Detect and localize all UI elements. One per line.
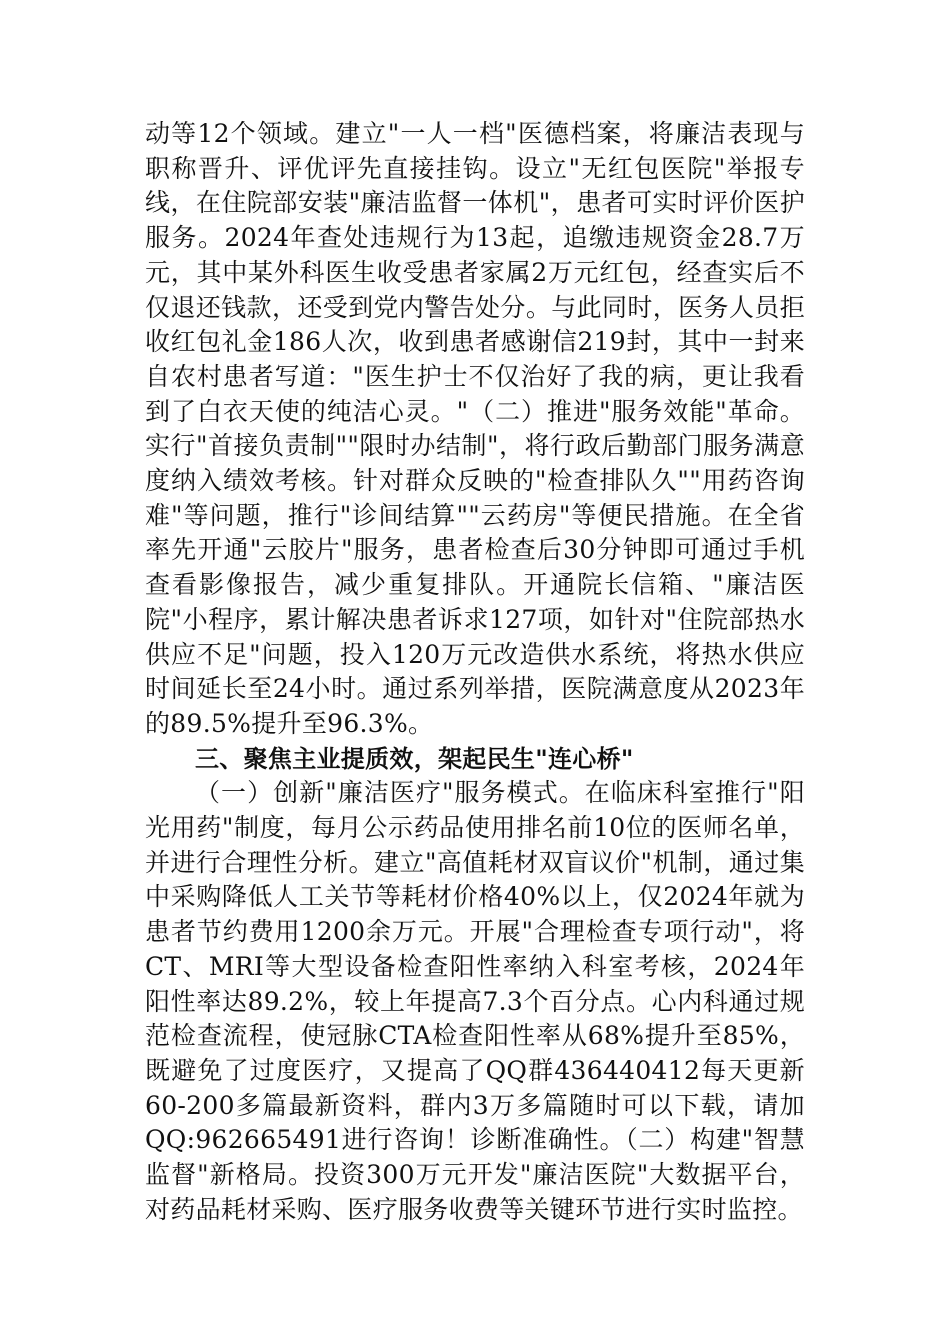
document-page [145,117,805,1228]
section-heading: 三、聚焦主业提质效，架起民生"连心桥" [195,744,634,773]
body-paragraph: （一）创新"廉洁医疗"服务模式。在临床科室推行"阳光用药"制度，每月公示药品使用排名前10位的医师名单，并进行合理性分析。建立"高值耗材双盲议价"机制，通过集中采购降低人工关节等耗材价格40%以上，仅2024年就为患者节约费用1200余万元。开展"合理检查专项行动"，将CT、MRI等大型设备检查阳性率纳入科室考核，2024年阳性率达89.2%，较上年提高7.3个百分点。心内科通过规范检查流程，使冠脉CTA检查阳性率从68%提升至85%，既避免了过度医疗，又提高了QQ群436440412每天更新60-200多篇最新资料，群内3万多篇随时可以下载，请加QQ:962665491进行咨询！诊断准确性。（二）构建"智慧监督"新格局。投资300万元开发"廉洁医院"大数据平台，对药品耗材采购、医疗服务收费等关键环节进行实时监控。 [145,778,805,1224]
body-paragraph: 动等12个领域。建立"一人一档"医德档案，将廉洁表现与职称晋升、评优评先直接挂钩。设立"无红包医院"举报专线，在住院部安装"廉洁监督一体机"，患者可实时评价医护服务。2024年查处违规行为13起，追缴违规资金28.7万元，其中某外科医生收受患者家属2万元红包，经查实后不仅退还钱款，还受到党内警告处分。与此同时，医务人员拒收红包礼金186人次，收到患者感谢信219封，其中一封来自农村患者写道："医生护士不仅治好了我的病，更让我看到了白衣天使的纯洁心灵。"（二）推进"服务效能"革命。实行"首接负责制""限时办结制"，将行政后勤部门服务满意度纳入绩效考核。针对群众反映的"检查排队久""用药咨询难"等问题，推行"诊间结算""云药房"等便民措施。在全省率先开通"云胶片"服务，患者检查后30分钟即可通过手机查看影像报告，减少重复排队。开通院长信箱、"廉洁医院"小程序，累计解决患者诉求127项，如针对"住院部热水供应不足"问题，投入120万元改造供水系统，将热水供应时间延长至24小时。通过系列举措，医院满意度从2023年的89.5%提升至96.3%。 [145,119,805,738]
